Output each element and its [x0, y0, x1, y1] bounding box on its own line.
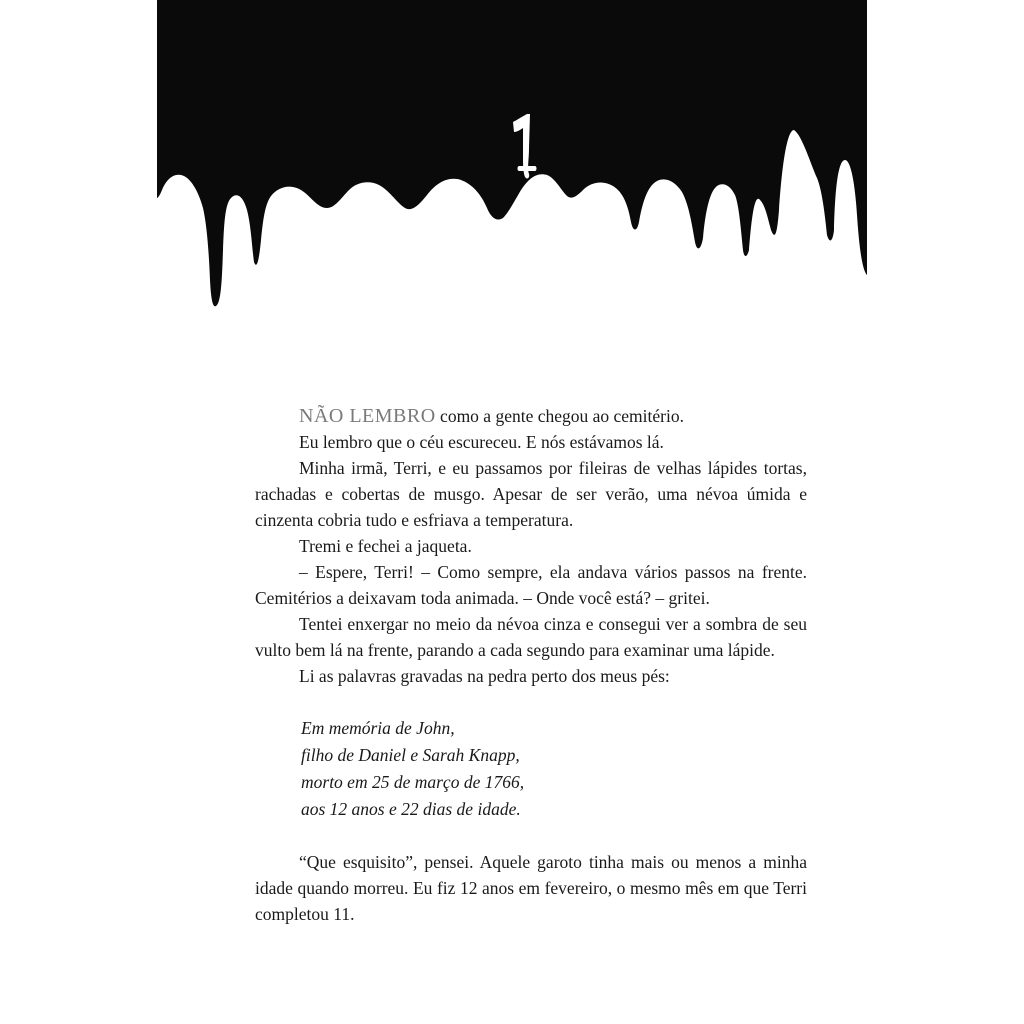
chapter-number [505, 108, 545, 188]
epitaph-line: morto em 25 de março de 1766, [301, 772, 525, 792]
paragraph: Li as palavras gravadas na pedra perto dos meus pés: [299, 666, 670, 686]
paragraph: Minha irmã, Terri, e eu passamos por fileiras de velhas lápides tortas, rachadas e cobertas de musgo. Apesar de ser verão, uma névoa úmida e cinzenta cobria tudo e esfriava a temperatura. [255, 458, 807, 530]
paragraph: Eu lembro que o céu escureceu. E nós estávamos lá. [299, 432, 664, 452]
epitaph-line: aos 12 anos e 22 dias de idade. [301, 799, 521, 819]
chapter-text [255, 403, 807, 927]
opening-paragraph [255, 403, 807, 429]
paragraph: Tremi e fechei a jaqueta. [299, 536, 472, 556]
epitaph-inscription [255, 715, 807, 823]
paragraph: Tentei enxergar no meio da névoa cinza e consegui ver a sombra de seu vulto bem lá na frente, parando a cada segundo para examinar uma lápide. [255, 614, 807, 660]
dialogue-paragraph: – Espere, Terri! – Como sempre, ela andava vários passos na frente. Cemitérios a deixavam toda animada. – Onde você está? – gritei. [255, 562, 807, 608]
epitaph-line: Em memória de John, [301, 718, 455, 738]
paragraph: “Que esquisito”, pensei. Aquele garoto tinha mais ou menos a minha idade quando morreu. Eu fiz 12 anos em fevereiro, o mesmo mês em que Terri completou 11. [255, 852, 807, 924]
epitaph-line: filho de Daniel e Sarah Knapp, [301, 745, 520, 765]
opening-text: como a gente chegou ao cemitério. [435, 406, 684, 426]
lead-in-caps: NÃO LEMBRO [299, 405, 436, 427]
